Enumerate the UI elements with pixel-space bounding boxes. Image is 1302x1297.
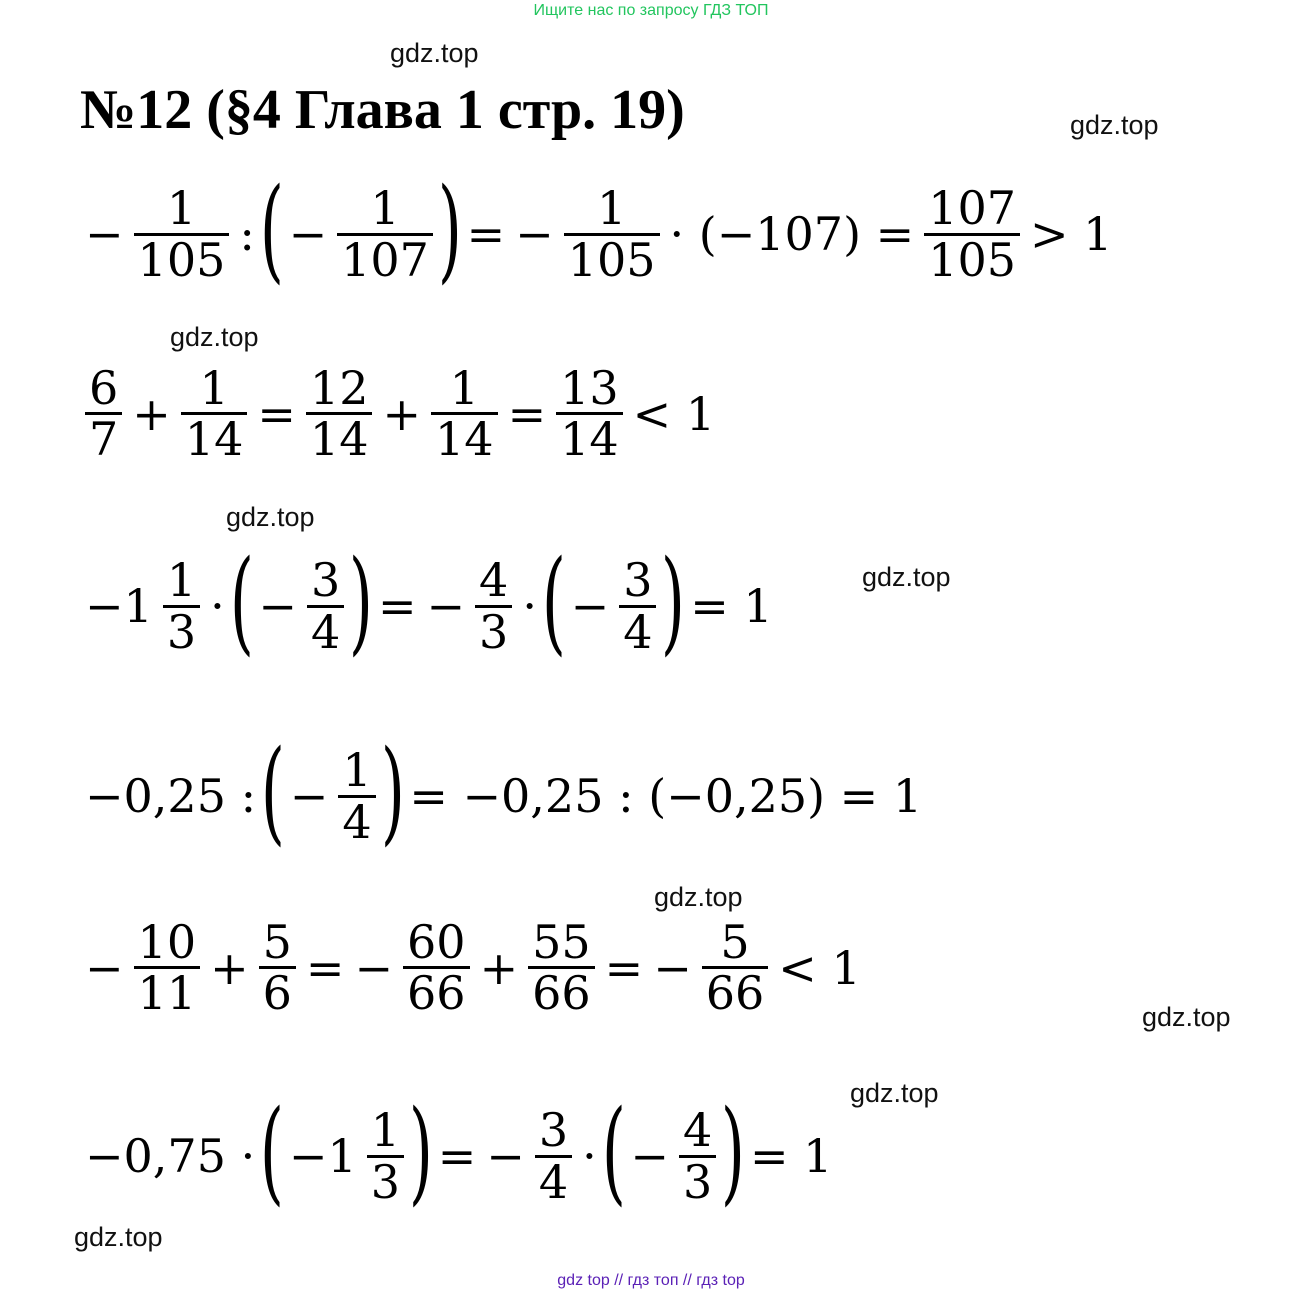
paren: (: [260, 727, 285, 857]
page-title: №12 (§4 Глава 1 стр. 19): [80, 79, 685, 141]
fraction: [924, 181, 1020, 287]
numerator: 3: [310, 553, 341, 608]
denominator: 105: [564, 233, 660, 284]
numerator: 5: [262, 915, 292, 969]
expression-text: −0,75 ·: [85, 1129, 256, 1183]
fraction: [85, 361, 122, 467]
watermark: gdz.top: [862, 562, 951, 592]
denominator: 14: [556, 412, 623, 463]
operator: −: [85, 207, 124, 261]
equation-line-2: [80, 361, 720, 467]
fraction: [564, 181, 660, 287]
equation-line-4: [80, 727, 927, 857]
equation-line-5: [80, 915, 866, 1021]
operator: ·: [522, 579, 537, 633]
paren: (: [541, 537, 566, 667]
fraction: [403, 915, 470, 1021]
denominator: 4: [307, 605, 344, 656]
denominator: 66: [702, 966, 769, 1017]
paren: ): [349, 537, 374, 667]
denominator: 14: [431, 412, 498, 463]
fraction: [367, 1103, 404, 1209]
expression-text: < 1: [632, 386, 716, 441]
denominator: 7: [85, 412, 122, 463]
expression-text: = −0,25 : (−0,25) = 1: [409, 769, 923, 823]
operator: −: [288, 207, 328, 261]
expression-text: −0,25 :: [85, 769, 257, 823]
operator: =: [437, 1129, 477, 1183]
paren: ): [437, 165, 462, 295]
denominator: 4: [535, 1155, 572, 1206]
numerator: 6: [89, 361, 119, 415]
denominator: 107: [337, 233, 433, 284]
operator: =: [377, 579, 417, 633]
numerator: 3: [538, 1103, 569, 1158]
fraction: [181, 361, 248, 467]
denominator: 6: [259, 966, 296, 1017]
fraction: [307, 553, 344, 659]
watermark: gdz.top: [850, 1078, 939, 1108]
fraction: [431, 361, 498, 467]
numerator: 1: [199, 361, 229, 415]
denominator: 11: [134, 966, 201, 1017]
denominator: 105: [924, 233, 1020, 284]
operator: −: [653, 940, 692, 995]
paren: ): [408, 1087, 433, 1217]
denominator: 3: [163, 605, 200, 656]
operator: +: [210, 940, 249, 995]
fraction: [163, 553, 200, 659]
numerator: 1: [370, 1103, 401, 1158]
fraction: [702, 915, 769, 1021]
fraction: [259, 915, 296, 1021]
paren: ): [661, 537, 686, 667]
numerator: 1: [166, 553, 197, 608]
paren: (: [601, 1087, 626, 1217]
fraction: [475, 553, 512, 659]
fraction: [619, 553, 656, 659]
watermark: gdz.top: [74, 1222, 163, 1252]
operator: −: [354, 940, 394, 995]
operator: −: [426, 579, 466, 633]
denominator: 3: [367, 1155, 404, 1206]
numerator: 13: [560, 361, 619, 415]
watermark: gdz.top: [654, 882, 743, 912]
operator: −: [486, 1129, 525, 1183]
operator: =: [257, 386, 296, 441]
numerator: 1: [596, 181, 627, 236]
denominator: 3: [475, 605, 512, 656]
numerator: 1: [166, 181, 197, 236]
operator: =: [466, 207, 506, 261]
operator: −: [258, 579, 297, 633]
paren: (: [260, 1087, 285, 1217]
numerator: 1: [370, 181, 400, 236]
denominator: 105: [134, 233, 230, 284]
watermark: gdz.top: [170, 322, 259, 352]
operator: +: [382, 386, 422, 441]
operator: ·: [582, 1129, 597, 1183]
operator: −: [570, 579, 610, 633]
denominator: 14: [181, 412, 248, 463]
denominator: 4: [619, 605, 656, 656]
numerator: 10: [137, 915, 197, 969]
operator: =: [507, 386, 547, 441]
denominator: 66: [528, 966, 595, 1017]
watermark: gdz.top: [390, 38, 479, 68]
numerator: 60: [407, 915, 466, 969]
operator: :: [239, 207, 255, 261]
operator: +: [132, 386, 171, 441]
footer-watermark: gdz top // гдз топ // гдз top: [557, 1272, 745, 1289]
operator: ·: [210, 579, 225, 633]
numerator: 1: [449, 361, 479, 415]
operator: =: [305, 940, 345, 995]
numerator: 4: [682, 1103, 713, 1158]
expression-text: > 1: [1030, 207, 1113, 261]
paren: ): [380, 727, 405, 857]
fraction: [306, 361, 373, 467]
watermark: gdz.top: [1070, 110, 1159, 140]
watermark: gdz.top: [226, 502, 315, 532]
operator: −: [289, 769, 329, 823]
denominator: 66: [403, 966, 470, 1017]
expression-text: = 1: [749, 1129, 833, 1183]
fraction: [679, 1103, 716, 1209]
operator: =: [604, 940, 644, 995]
mixed-whole: −1: [288, 1129, 357, 1183]
expression-text: < 1: [778, 940, 861, 995]
mixed-whole: −1: [85, 579, 153, 633]
search-hint-banner: Ищите нас по запросу ГДЗ ТОП: [533, 2, 769, 19]
expression-text: = 1: [690, 579, 773, 633]
denominator: 14: [306, 412, 373, 463]
fraction: [528, 915, 595, 1021]
operator: −: [515, 207, 554, 261]
denominator: 4: [338, 795, 375, 846]
denominator: 3: [679, 1155, 716, 1206]
fraction: [337, 181, 433, 287]
numerator: 55: [532, 915, 591, 969]
paren: ): [721, 1087, 746, 1217]
numerator: 4: [479, 553, 509, 608]
equation-line-6: [80, 1087, 837, 1217]
fraction: [134, 181, 230, 287]
operator: +: [479, 940, 519, 995]
paren: (: [229, 537, 254, 667]
operator: −: [630, 1129, 669, 1183]
numerator: 5: [720, 915, 750, 969]
numerator: 1: [342, 743, 372, 798]
numerator: 3: [623, 553, 653, 608]
expression-text: · (−107) =: [669, 207, 915, 261]
fraction: [535, 1103, 572, 1209]
equation-line-1: [80, 165, 1117, 295]
numerator: 12: [309, 361, 369, 415]
watermark: gdz.top: [1142, 1002, 1231, 1032]
equation-line-3: [80, 537, 778, 667]
fraction: [556, 361, 623, 467]
numerator: 107: [928, 181, 1016, 236]
operator: −: [85, 940, 124, 995]
fraction: [338, 743, 375, 849]
paren: (: [259, 165, 284, 295]
fraction: [134, 915, 201, 1021]
